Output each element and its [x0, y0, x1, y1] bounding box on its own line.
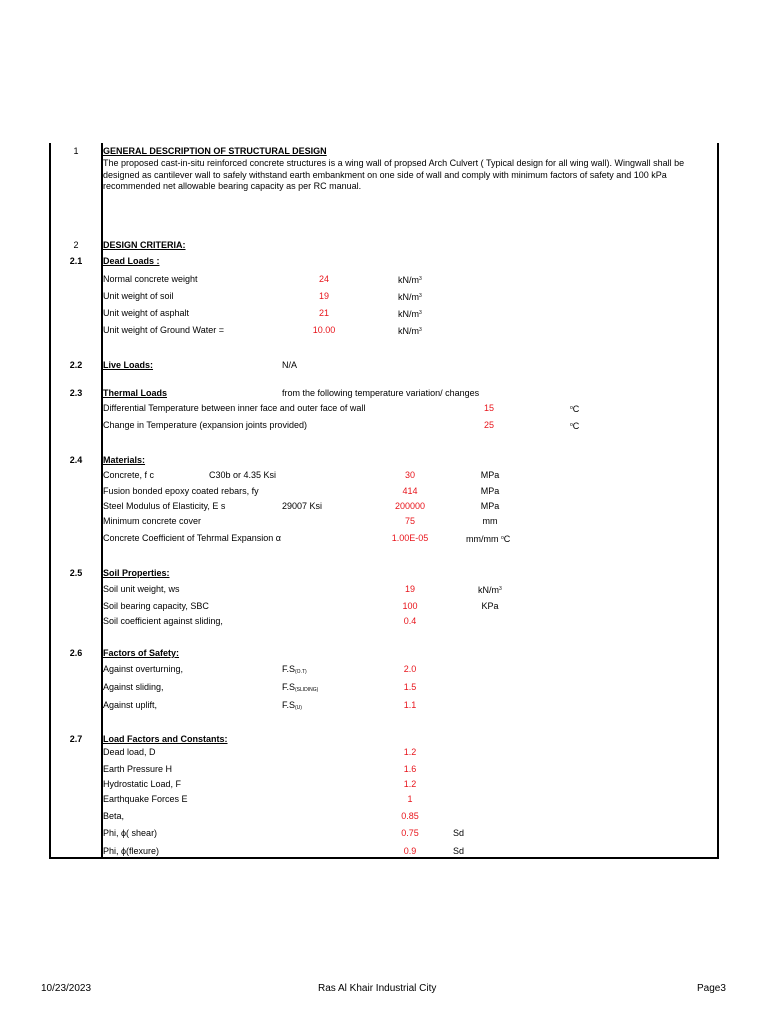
row-unit: $^o$C	[570, 404, 580, 414]
row-label: Against sliding,	[103, 682, 164, 692]
row-value: 100	[402, 601, 418, 611]
row-value: 1.2	[403, 779, 417, 789]
section-title: Materials:	[103, 455, 146, 465]
row-unit: MPa	[480, 501, 500, 511]
section-number: 2.5	[69, 568, 83, 578]
row-note: 29007 Ksi	[282, 501, 323, 511]
row-value: 1.2	[403, 747, 417, 757]
section-number: 2.4	[69, 455, 83, 465]
row-value: 19	[318, 291, 329, 301]
row-value: N/A	[282, 360, 298, 370]
row-value: 25	[483, 420, 494, 430]
footer-location: Ras Al Khair Industrial City	[318, 983, 437, 994]
row-value: 414	[402, 486, 418, 496]
row-unit: $^o$C	[570, 421, 580, 431]
row-label: Normal concrete weight	[103, 274, 198, 284]
row-label: Earth Pressure H	[103, 764, 173, 774]
row-unit: $kN/m^3$	[398, 292, 422, 302]
section-number: 2.6	[69, 648, 83, 658]
row-label: Unit weight of asphalt	[103, 308, 190, 318]
row-value: 10.00	[312, 325, 336, 335]
section-number: 2.2	[69, 360, 83, 370]
description-paragraph: The proposed cast-in-situ reinforced concrete structures is a wing wall of propsed Arch Culvert ( Typical design for all wing wall). Wingwall shall be designed as cantilever wall to safely withstand earth embankment on one side of wall and comply with minimum factors of safety and 100 kPa recommended net allowable bearing capacity as per RC manual.	[103, 158, 685, 191]
row-label: Dead load, D	[103, 747, 156, 757]
row-value: 0.4	[403, 616, 417, 626]
row-unit: mm	[482, 516, 498, 526]
row-label: Differential Temperature between inner face and outer face of wall	[103, 403, 366, 413]
footer-date: 10/23/2023	[41, 983, 92, 994]
row-unit: MPa	[480, 470, 500, 480]
row-value: 1.6	[403, 764, 417, 774]
row-label: Phi, ϕ(flexure)	[103, 846, 160, 856]
row-label: Concrete Coefficient of Tehrmal Expansion α	[103, 533, 281, 543]
row-label: Unit weight of soil	[103, 291, 174, 301]
row-value: 1	[407, 794, 413, 804]
row-value: 19	[404, 584, 415, 594]
row-label: Minimum concrete cover	[103, 516, 202, 526]
section-number: 2	[73, 240, 79, 250]
section-title: Dead Loads :	[103, 256, 160, 266]
row-label: Beta,	[103, 811, 125, 821]
row-note: C30b or 4.35 Ksi	[209, 470, 277, 480]
section-note: from the following temperature variation/ changes	[282, 388, 480, 398]
row-label: Soil bearing capacity, SBC	[103, 601, 209, 611]
section-number: 2.7	[69, 734, 83, 744]
row-unit: $kN/m^3$	[398, 326, 422, 336]
row-unit: MPa	[480, 486, 500, 496]
row-value: 0.85	[401, 811, 419, 821]
row-label: Soil coefficient against sliding,	[103, 616, 223, 626]
row-value: 200000	[394, 501, 426, 511]
section-title: Factors of Safety:	[103, 648, 180, 658]
row-label: Phi, ϕ( shear)	[103, 828, 158, 838]
row-unit: mm/mm $^o$C	[466, 534, 511, 544]
row-label: Hydrostatic Load, F	[103, 779, 182, 789]
row-value: 0.75	[401, 828, 419, 838]
row-value: 24	[318, 274, 329, 284]
row-unit: KPa	[481, 601, 499, 611]
section-number: 2.3	[69, 388, 83, 398]
row-value: 30	[404, 470, 415, 480]
row-symbol: $F.S_{(SLIDING)}$	[282, 682, 319, 693]
row-value: 75	[404, 516, 415, 526]
row-label: Steel Modulus of Elasticity, E s	[103, 501, 226, 511]
section-number: 1	[73, 146, 79, 156]
row-symbol: $F.S_{(U)}$	[282, 700, 302, 711]
row-label: Against overturning,	[103, 664, 184, 674]
section-title: DESIGN CRITERIA:	[103, 240, 186, 250]
section-title: GENERAL DESCRIPTION OF STRUCTURAL DESIGN	[103, 146, 327, 156]
section-title: Thermal Loads	[103, 388, 168, 398]
row-value: 1.00E-05	[391, 533, 429, 543]
row-symbol: $F.S_{(O.T)}$	[282, 664, 307, 675]
row-label: Soil unit weight, ws	[103, 584, 180, 594]
row-value: 21	[318, 308, 329, 318]
row-value: 1.5	[403, 682, 417, 692]
row-value: 15	[483, 403, 494, 413]
row-unit: $kN/m^3$	[398, 275, 422, 285]
row-label: Change in Temperature (expansion joints provided)	[103, 420, 307, 430]
row-value: 2.0	[403, 664, 417, 674]
row-unit: $kN/m^3$	[398, 309, 422, 319]
section-title: Load Factors and Constants:	[103, 734, 228, 744]
section-number: 2.1	[69, 256, 83, 266]
row-label: Fusion bonded epoxy coated rebars, fy	[103, 486, 259, 496]
row-extra: Sd	[453, 846, 465, 856]
row-extra: Sd	[453, 828, 465, 838]
row-label: Earthquake Forces E	[103, 794, 188, 804]
row-value: 1.1	[403, 700, 417, 710]
row-label: Concrete, f c	[103, 470, 155, 480]
row-value: 0.9	[403, 846, 417, 856]
row-unit: $kN/m^3$	[478, 585, 502, 595]
section-title: Live Loads:	[103, 360, 154, 370]
row-label: Unit weight of Ground Water =	[103, 325, 224, 335]
footer-page: Page3	[697, 983, 726, 994]
row-label: Against uplift,	[103, 700, 158, 710]
section-title: Soil Properties:	[103, 568, 170, 578]
